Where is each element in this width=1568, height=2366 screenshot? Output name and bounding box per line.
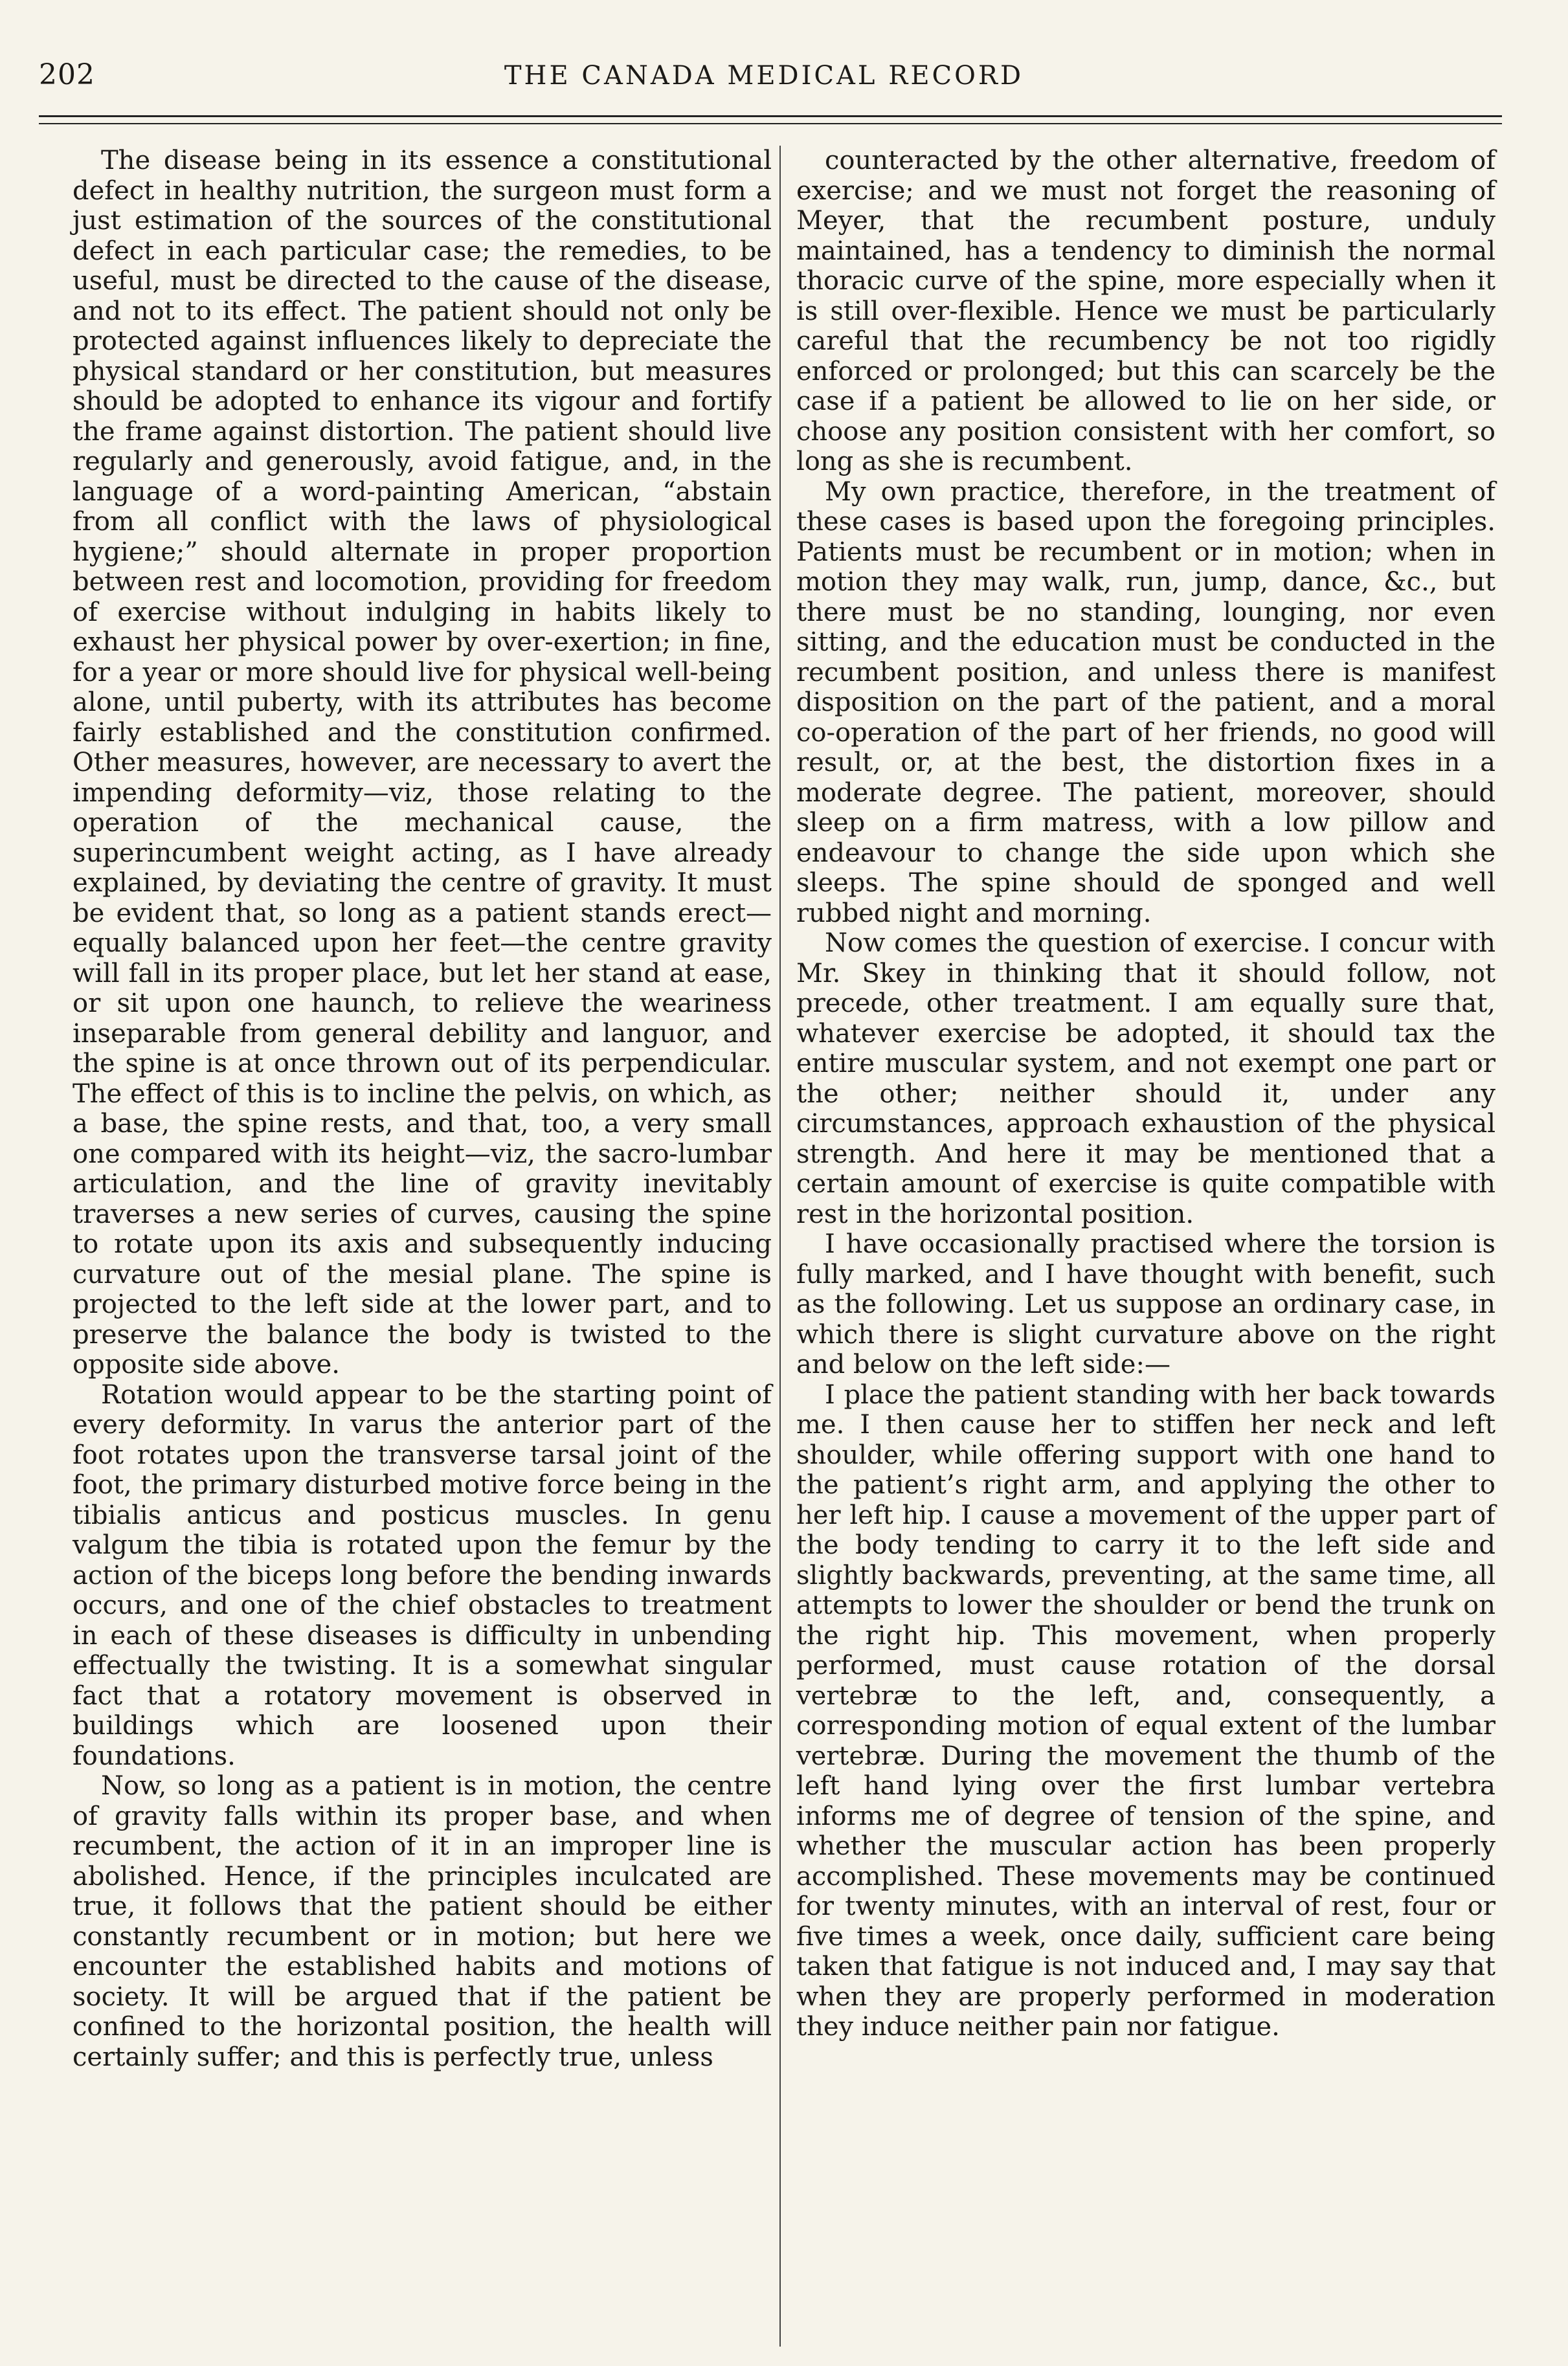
left-column xyxy=(73,146,772,2072)
paragraph: counteracted by the other alternative, freedom of exercise; and we must not forget the reasoning of Meyer, that the recumbent posture, unduly maintained, has a tendency to diminish the normal thoracic curve of the spine, more especially when it is still over-flexible. Hence we must be particularly careful that the recumbency be not too rigidly enforced or prolonged; but this can scarcely be the case if a patient be allowed to lie on her side, or choose any position consistent with her comfort, so long as she is recumbent. xyxy=(796,146,1495,476)
paragraph: I place the patient standing with her back towards me. I then cause her to stiffen her neck and left shoulder, while offering support with one hand to the patient’s right arm, and applying the other to her left hip. I cause a movement of the upper part of the body tending to carry it to the left side and slightly backwards, preventing, at the same time, all attempts to lower the shoulder or bend the trunk on the right hip. This movement, when properly performed, must cause rotation of the dorsal vertebræ to the left, and, consequently, a corresponding motion of equal extent of the lumbar vertebræ. During the movement the thumb of the left hand lying over the first lumbar vertebra informs me of degree of tension of the spine, and whether the muscular action has been properly accomplished. These movements may be continued for twenty minutes, with an interval of rest, four or five times a week, once daily, sufficient care being taken that fatigue is not induced and, I may say that when they are properly performed in moderation they induce neither pain nor fatigue. xyxy=(796,1379,1495,2042)
paragraph: I have occasionally practised where the torsion is fully marked, and I have thought with benefit, such as the following. Let us suppose an ordinary case, in which there is slight curvature above on the right and below on the left side:— xyxy=(796,1229,1495,1379)
column-divider xyxy=(779,146,781,2347)
journal-title: THE CANADA MEDICAL RECORD xyxy=(504,61,1024,91)
header-rule xyxy=(39,115,1502,117)
paragraph: My own practice, therefore, in the treatment of these cases is based upon the foregoing principles. Patients must be recumbent or in motion; when in motion they may walk, run, jump, dance, &c., but there must be no standing, lounging, nor even sitting, and the education must be conducted in the recumbent position, and unless there is manifest disposition on the part of the patient, and a moral co-operation of the part of her friends, no good will result, or, at the best, the distortion fixes in a moderate degree. The patient, moreover, should sleep on a firm matress, with a low pillow and endeavour to change the side upon which she sleeps. The spine should de sponged and well rubbed night and morning. xyxy=(796,476,1495,928)
paragraph: Rotation would appear to be the starting point of every deformity. In varus the anterior part of the foot rotates upon the transverse tarsal joint of the foot, the primary disturbed motive force being in the tibialis anticus and posticus muscles. In genu valgum the tibia is rotated upon the femur by the action of the biceps long before the bending inwards occurs, and one of the chief obstacles to treatment in each of these diseases is difficulty in unbending effectually the twisting. It is a somewhat singular fact that a rotatory movement is observed in buildings which are loosened upon their foundations. xyxy=(73,1379,772,1771)
paragraph: The disease being in its essence a constitutional defect in healthy nutrition, the surgeon must form a just estimation of the sources of the constitutional defect in each particular case; the remedies, to be useful, must be directed to the cause of the disease, and not to its effect. The patient should not only be protected against influences likely to depreciate the physical standard or her constitution, but measures should be adopted to enhance its vigour and fortify the frame against distortion. The patient should live regularly and generously, avoid fatigue, and, in the language of a word-painting American, “abstain from all conflict with the laws of physiological hygiene;” should alternate in proper proportion between rest and locomotion, providing for freedom of exercise without indulging in habits likely to exhaust her physical power by over-exertion; in fine, for a year or more should live for physical well-being alone, until puberty, with its attributes has become fairly established and the constitution confirmed. Other measures, however, are necessary to avert the impending deformity—viz, those relating to the operation of the mechanical cause, the superincumbent weight acting, as I have already explained, by deviating the centre of gravity. It must be evident that, so long as a patient stands erect—equally balanced upon her feet—the centre gravity will fall in its proper place, but let her stand at ease, or sit upon one haunch, to relieve the weariness inseparable from general debility and languor, and the spine is at once thrown out of its perpendicular. The effect of this is to incline the pelvis, on which, as a base, the spine rests, and that, too, a very small one compared with its height—viz, the sacro-lumbar articulation, and the line of gravity inevitably traverses a new series of curves, causing the spine to rotate upon its axis and subsequently inducing curvature out of the mesial plane. The spine is projected to the left side at the lower part, and to preserve the balance the body is twisted to the opposite side above. xyxy=(73,146,772,1379)
paragraph: Now, so long as a patient is in motion, the centre of gravity falls within its proper base, and when recumbent, the action of it in an improper line is abolished. Hence, if the principles inculcated are true, it follows that the patient should be either constantly recumbent or in motion; but here we encounter the established habits and motions of society. It will be argued that if the patient be confined to the horizontal position, the health will certainly suffer; and this is perfectly true, unless xyxy=(73,1771,772,2072)
right-column xyxy=(796,146,1495,2042)
paragraph: Now comes the question of exercise. I concur with Mr. Skey in thinking that it should follow, not precede, other treatment. I am equally sure that, whatever exercise be adopted, it should tax the entire muscular system, and not exempt one part or the other; neither should it, under any circumstances, approach exhaustion of the physical strength. And here it may be mentioned that a certain amount of exercise is quite compatible with rest in the horizontal position. xyxy=(796,928,1495,1229)
page-number: 202 xyxy=(39,58,95,91)
header-rule-thin xyxy=(39,123,1502,124)
page-header xyxy=(39,52,1489,123)
